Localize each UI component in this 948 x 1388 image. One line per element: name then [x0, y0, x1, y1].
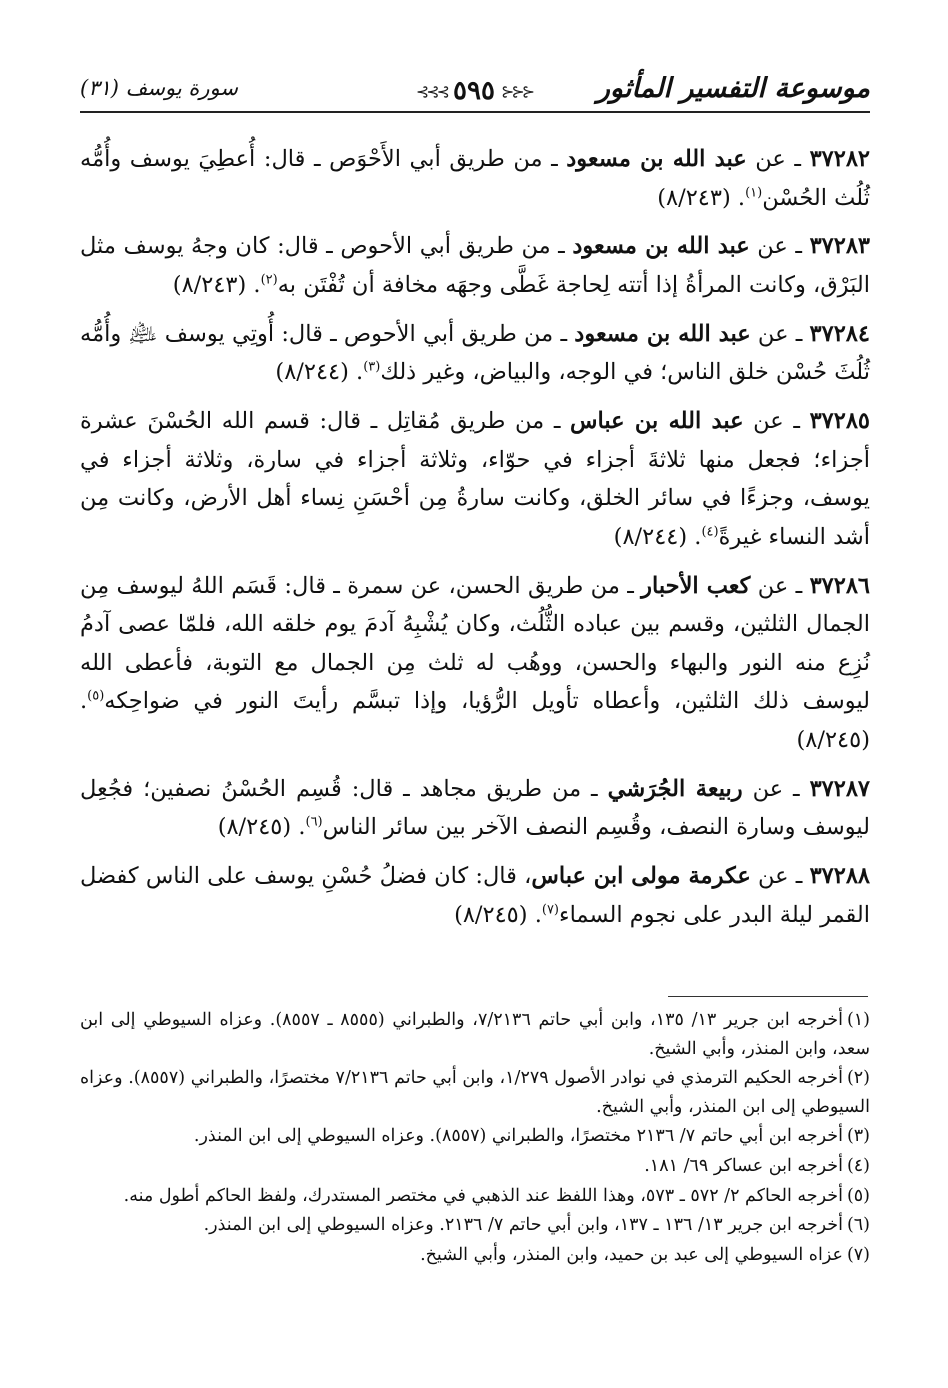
entry [80, 315, 870, 392]
entry-dash: ـ عن [750, 863, 810, 890]
footnote-text: أخرجه الحكيم الترمذي في نوادر الأصول ١/٢٧٩، وابن أبي حاتم ٧/٢١٣٦ مختصرًا، والطبراني (٨٥٥٧). وعزاه السيوطي إلى ابن المنذر، وأبي الشيخ. [80, 1068, 870, 1117]
entry-narrator: ربيعة الجُرَشي [607, 775, 743, 802]
entry-after: . [687, 523, 702, 550]
footnote [80, 1152, 870, 1181]
entry-after: . [246, 271, 261, 298]
entry-reference: (٨/٢٤٣) [657, 184, 731, 211]
page-number-group [416, 76, 532, 106]
entry-text: ـ من طريق الحسن، عن سمرة ـ قال: قَسَم اللهُ ليوسف مِن الجمال الثلثين، وقسم بين عباده الثُّلُث، وكان يُشْبِهُ آدمَ يوم خلقه الله، فلمّا عصى آدمُ نُزِع منه النور والبهاء والحسن، ووهُب له ثلث مِن الجمال مع التوبة، فأعطى الله ليوسف ذلك الثلثين، وأعطاه تأويل الرُّؤيا، وإذا تبسَّم رأيتَ النور في ضواحِكه [80, 572, 870, 715]
header-rule [80, 111, 870, 113]
ornament-right-icon: ⊱⊱⊱ [500, 81, 533, 101]
footnote-marker[interactable]: (٢) [260, 272, 278, 288]
entry-reference: (٨/٢٤٤) [275, 359, 349, 386]
entry-after: . [348, 359, 364, 386]
footnote-marker[interactable]: (٧) [541, 902, 559, 918]
page-number: ٥٩٥ [453, 76, 495, 106]
entry-narrator: عبد الله بن مسعود [566, 146, 747, 172]
entry [80, 770, 870, 847]
footnote-marker[interactable]: (١) [745, 185, 763, 201]
footnote-text: أخرجه ابن أبي حاتم ٧/ ٢١٣٦ مختصرًا، والطبراني (٨٥٥٧). وعزاه السيوطي إلى ابن المنذر. [193, 1126, 843, 1147]
entry [80, 227, 870, 304]
surah-verse: (٣١) [80, 76, 119, 100]
entry-text: ـ من طريق أبي الأحوص ـ قال: كان وجهُ يوسف مثل البَرْق، وكانت المرأةُ إذا أتته لِحاجة غَطَّى وجهَه مخافة أن تُفْتَن به [80, 233, 870, 298]
entry-text: ، قال: كان فضلُ حُسْنِ يوسف على الناس كفضل القمر ليلة البدر على نجوم السماء [80, 863, 870, 928]
entry-after: . [80, 688, 88, 715]
entry-reference: (٨/٢٤٥) [454, 901, 528, 928]
entry-number: ٣٧٢٨٢ [809, 146, 870, 172]
footnote-number: (٥) [846, 1185, 870, 1206]
footnote-marker[interactable]: (٥) [87, 688, 105, 704]
entry [80, 857, 870, 934]
footnote-marker[interactable]: (٣) [363, 359, 381, 375]
entry-dash: ـ عن [746, 146, 810, 172]
entry-text: ـ من طريق مجاهد ـ قال: قُسِم الحُسْنُ نصفين؛ فجُعِل ليوسف وسارة النصف، وقُسِم النصف الآخر بين سائر الناس [80, 775, 870, 841]
entry-reference: (٨/٢٤٣) [172, 271, 247, 298]
entry-after: . [291, 814, 306, 841]
entry-reference: (٨/٢٤٤) [613, 523, 688, 550]
book-title: موسوعة التفسير المأثور [596, 72, 870, 104]
entry-dash: ـ عن [750, 572, 810, 599]
footnote-number: (٧) [846, 1244, 870, 1265]
entry [80, 402, 870, 556]
entry-dash: ـ عن [750, 320, 810, 347]
footnote [80, 1211, 870, 1240]
entry-text: ـ من طريق مُقاتِل ـ قال: قسم الله الحُسْنَ عشرة أجزاء؛ فجعل منها ثلاثةَ أجزاء في حوّاء، وثلاثة أجزاء في سارة، وثلاثة أجزاء في يوسف، وجزءًا في سائر الخلق، وكانت سارةُ مِن أحْسَنِ نِساء أهل الأرض، وكانت مِن أشد النساء غيرةً [80, 408, 870, 550]
entry [80, 140, 870, 217]
footnote-divider [668, 996, 868, 997]
footnote-text: أخرجه الحاكم ٢/ ٥٧٢ ـ ٥٧٣، وهذا اللفظ عند الذهبي في مختصر المستدرك، ولفظ الحاكم أطول منه. [123, 1185, 843, 1206]
ornament-left-icon: ⊰⊰⊰ [415, 81, 448, 101]
entry-narrator: عكرمة مولى ابن عباس [531, 863, 751, 890]
entry-dash: ـ عن [749, 233, 810, 260]
footnote-text: عزاه السيوطي إلى عبد بن حميد، وابن المنذر، وأبي الشيخ. [420, 1244, 843, 1265]
entry-number: ٣٧٢٨٣ [809, 233, 870, 260]
footnote-text: أخرجه ابن جرير ١٣/ ١٣٦ ـ ١٣٧، وابن أبي حاتم ٧/ ٢١٣٦. وعزاه السيوطي إلى ابن المنذر. [203, 1215, 843, 1236]
entries-list [80, 140, 870, 945]
footnote-number: (١) [846, 1010, 870, 1030]
footnote-number: (٢) [846, 1068, 870, 1089]
footnote-number: (٣) [846, 1126, 870, 1147]
footnote-number: (٦) [846, 1215, 870, 1236]
entry-text: ـ من طريق أبي الأحوص ـ قال: أُوتِي يوسف ﵇ وأُمُّه ثُلُثَ حُسْن خلق الناس؛ في الوجه، والبياض، وغير ذلك [80, 320, 870, 386]
entry-reference: (٨/٢٤٥) [217, 814, 292, 841]
entry-narrator: كعب الأحبار [641, 572, 751, 599]
entry-narrator: عبد الله بن عباس [570, 408, 744, 435]
surah-name: سورة يوسف [125, 76, 238, 100]
entry-after: . [527, 901, 542, 928]
footnotes-list [80, 1006, 870, 1270]
entry-number: ٣٧٢٨٧ [809, 775, 870, 802]
footnote [80, 1182, 870, 1211]
surah-label [80, 76, 238, 100]
entry-text: ـ من طريق أبي الأَحْوَص ـ قال: أُعطِيَ يوسف وأُمُّه ثُلُث الحُسْن [80, 146, 870, 211]
footnote-text: أخرجه ابن عساكر ٦٩/ ١٨١. [644, 1155, 843, 1176]
footnote-marker[interactable]: (٦) [305, 814, 323, 830]
entry-number: ٣٧٢٨٥ [809, 408, 870, 435]
footnote [80, 1122, 870, 1151]
entry-number: ٣٧٢٨٨ [809, 863, 871, 890]
footnote-number: (٤) [846, 1155, 870, 1176]
footnote [80, 1241, 870, 1270]
entry-narrator: عبد الله بن مسعود [574, 320, 751, 347]
entry-after: . [730, 184, 746, 211]
entry-dash: ـ عن [743, 408, 810, 435]
entry-reference: (٨/٢٤٥) [796, 727, 870, 754]
entry-dash: ـ عن [742, 775, 810, 802]
footnote-text: أخرجه ابن جرير ١٣/ ١٣٥، وابن أبي حاتم ٧/٢١٣٦، والطبراني (٨٥٥٥ ـ ٨٥٥٧). وعزاه السيوطي إلى ابن سعد، وابن المنذر، وأبي الشيخ. [80, 1010, 870, 1059]
entry-number: ٣٧٢٨٤ [809, 320, 870, 347]
entry [80, 567, 870, 760]
entry-narrator: عبد الله بن مسعود [572, 233, 750, 260]
footnote [80, 1064, 870, 1121]
entry-number: ٣٧٢٨٦ [809, 572, 870, 599]
footnote [80, 1006, 870, 1063]
footnote-marker[interactable]: (٤) [701, 524, 719, 540]
